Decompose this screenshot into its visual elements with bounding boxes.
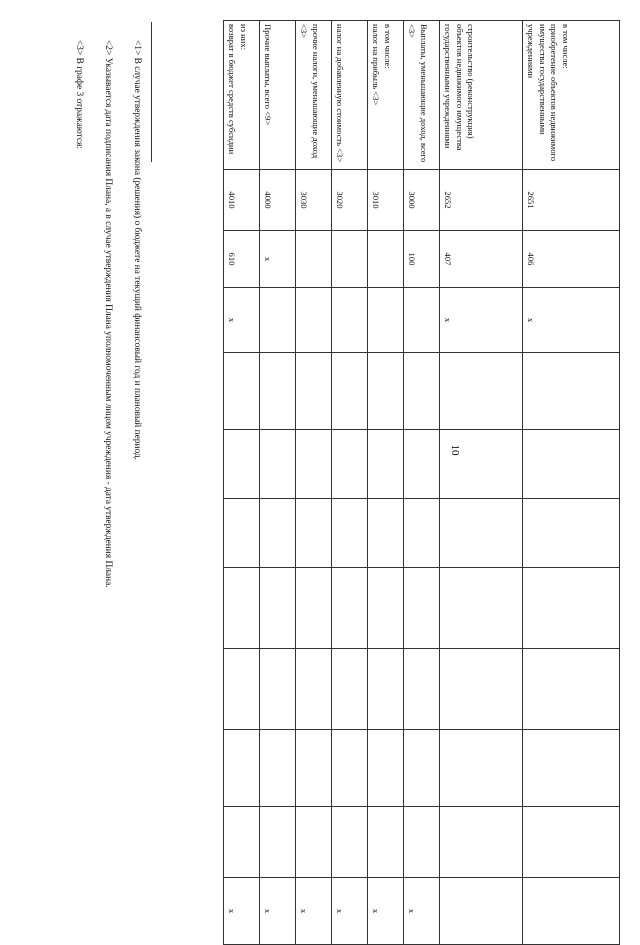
table-cell [332, 430, 368, 499]
table-cell [260, 353, 296, 430]
table-cell [296, 730, 332, 807]
table-cell: x [404, 878, 440, 945]
table-cell [260, 288, 296, 353]
table-cell [332, 353, 368, 430]
table-cell: 406 [523, 231, 620, 288]
row-label-cell: в том числе: налог на прибыль <3> [368, 21, 404, 170]
table-cell [296, 649, 332, 730]
table-cell: 100 [404, 231, 440, 288]
table-cell [368, 807, 404, 878]
table-row [332, 21, 368, 945]
table-cell [332, 568, 368, 649]
table-cell [523, 730, 620, 807]
row-label-cell: в том числе: приобретение объектов недвижимого имущества государственными учреждениями [523, 21, 620, 170]
table-cell [440, 730, 523, 807]
table-cell: x [260, 878, 296, 945]
table-cell [440, 568, 523, 649]
table-cell: 3030 [296, 170, 332, 231]
row-label-cell: Прочие выплаты, всего <9> [260, 21, 296, 170]
table-cell [368, 568, 404, 649]
table-cell: x [368, 878, 404, 945]
table-cell [440, 353, 523, 430]
footnote-3: <3> В графе 3 отражаются: [74, 40, 84, 149]
table-cell: 3020 [332, 170, 368, 231]
table-cell [404, 807, 440, 878]
footnotes [56, 20, 152, 880]
table-cell [523, 353, 620, 430]
table-cell [368, 353, 404, 430]
footnote-separator [151, 22, 152, 162]
table-row [440, 21, 523, 945]
table-cell: 4010 [224, 170, 260, 231]
table-cell: x [224, 288, 260, 353]
table-cell [332, 649, 368, 730]
table-cell [260, 499, 296, 568]
table-cell [368, 288, 404, 353]
table-cell: 4000 [260, 170, 296, 231]
table-cell [296, 231, 332, 288]
table-cell: x [260, 231, 296, 288]
table-cell [404, 499, 440, 568]
table-cell [523, 878, 620, 945]
row-label-cell: налог на добавленную стоимость <3> [332, 21, 368, 170]
table-cell [440, 499, 523, 568]
table-cell [296, 288, 332, 353]
table-cell [296, 499, 332, 568]
table-cell: x [224, 878, 260, 945]
table-cell [332, 499, 368, 568]
table-cell [368, 430, 404, 499]
rotated-page-content [40, 20, 620, 914]
table-cell [523, 807, 620, 878]
table-cell: 2652 [440, 170, 523, 231]
table-cell: 610 [224, 231, 260, 288]
table-cell [332, 730, 368, 807]
table-cell: 407 [440, 231, 523, 288]
table-cell [224, 499, 260, 568]
row-label-cell: прочие налоги, уменьшающие доход <3> [296, 21, 332, 170]
page-number: 10 [449, 444, 461, 456]
row-label-cell: Выплаты, уменьшающие доход, всего <3> [404, 21, 440, 170]
table-row [224, 21, 260, 945]
table-cell [332, 231, 368, 288]
table-cell: x [332, 878, 368, 945]
table-cell [523, 649, 620, 730]
footnote-1: <1> В случае утверждения закона (решения) о бюджете на текущий финансовый год и плановый период. [132, 40, 142, 461]
plan-table [223, 20, 620, 945]
row-label-cell: из них: возврат в бюджет средств субсидии [224, 21, 260, 170]
table-cell [260, 568, 296, 649]
table-cell [296, 807, 332, 878]
table-cell [332, 807, 368, 878]
table-row [260, 21, 296, 945]
table-cell [523, 568, 620, 649]
table-cell [523, 499, 620, 568]
table-row [404, 21, 440, 945]
table-row [296, 21, 332, 945]
table-cell [404, 288, 440, 353]
table-cell [224, 649, 260, 730]
table-cell [224, 807, 260, 878]
table-cell [404, 430, 440, 499]
table-cell [224, 353, 260, 430]
table-cell: x [296, 878, 332, 945]
table-cell [260, 649, 296, 730]
table-cell [404, 353, 440, 430]
table-cell [260, 730, 296, 807]
table-cell [260, 807, 296, 878]
table-cell [440, 430, 523, 499]
footnote-2: <2> Указывается дата подписания Плана, а в случае утверждения Плана уполномоченным лицом учреждения - дата утверждения Плана. [103, 40, 113, 588]
table-row [368, 21, 404, 945]
table-cell [332, 288, 368, 353]
table-row [523, 21, 620, 945]
table-cell: 3010 [368, 170, 404, 231]
row-label-cell: строительство (реконструкция) объектов недвижимого имущества государственными учреждениями [440, 21, 523, 170]
table-cell [404, 649, 440, 730]
table-cell [368, 730, 404, 807]
table-cell [368, 231, 404, 288]
table-cell: x [440, 288, 523, 353]
table-cell [296, 353, 332, 430]
table-cell [404, 568, 440, 649]
table-cell [224, 730, 260, 807]
table-cell [440, 807, 523, 878]
table-cell [296, 568, 332, 649]
table-cell: x [523, 288, 620, 353]
table-cell: 3000 [404, 170, 440, 231]
table-cell [224, 568, 260, 649]
table-cell [260, 430, 296, 499]
table-cell [440, 649, 523, 730]
table-cell [440, 878, 523, 945]
table-cell [368, 649, 404, 730]
table-cell [523, 430, 620, 499]
table-cell [368, 499, 404, 568]
table-cell [296, 430, 332, 499]
table-cell [404, 730, 440, 807]
table-cell [224, 430, 260, 499]
table-cell: 2651 [523, 170, 620, 231]
